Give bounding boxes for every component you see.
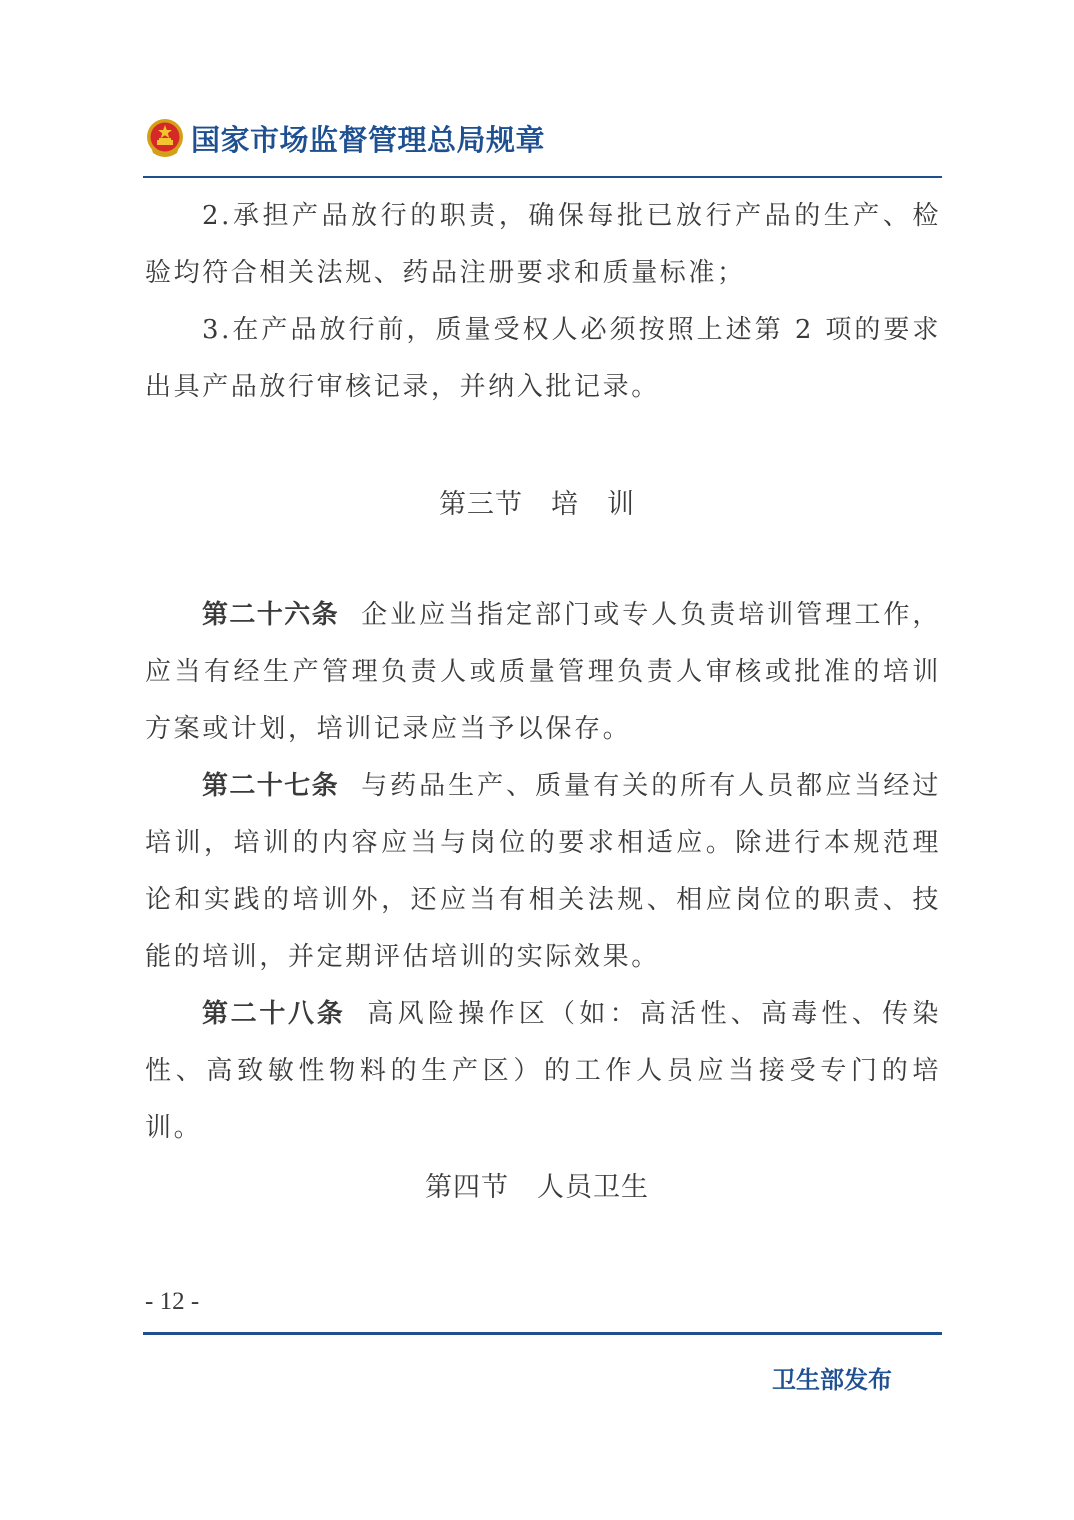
intro-item-2: 2.承担产品放行的职责，确保每批已放行产品的生产、检验均符合相关法规、药品注册要求和质量标准； <box>145 201 941 288</box>
page-number: - 12 - <box>145 1288 200 1315</box>
article-number: 第二十七条 <box>202 771 340 801</box>
article-text: 与药品生产、质量有关的所有人员都应当经过培训，培训的内容应当与岗位的要求相适应。除进行本规范理论和实践的培训外，还应当有相关法规、相应岗位的职责、技能的培训，并定期评估培训的实际效果。 <box>145 771 941 972</box>
article-27 <box>145 758 941 986</box>
header-title: 国家市场监督管理总局规章 <box>191 122 546 157</box>
page-header <box>145 112 545 164</box>
article-text: 高风险操作区（如：高活性、高毒性、传染性、高致敏性物料的生产区）的工作人员应当接受专门的培训。 <box>145 999 941 1143</box>
publisher-label: 卫生部发布 <box>772 1366 892 1394</box>
article-28 <box>145 986 941 1157</box>
article-26 <box>145 587 941 758</box>
intro-item-3: 3.在产品放行前，质量受权人必须按照上述第 2 项的要求出具产品放行审核记录，并纳入批记录。 <box>145 315 941 402</box>
section-title-personnel-hygiene: 第四节 人员卫生 <box>425 1172 649 1203</box>
article-number: 第二十六条 <box>202 600 340 630</box>
footer-divider <box>143 1332 942 1335</box>
header-divider <box>143 176 942 178</box>
article-text: 企业应当指定部门或专人负责培训管理工作，应当有经生产管理负责人或质量管理负责人审核或批准的培训方案或计划，培训记录应当予以保存。 <box>145 600 941 744</box>
article-number: 第二十八条 <box>202 999 346 1029</box>
national-emblem-icon <box>145 117 185 159</box>
section-title-training: 第三节 培 训 <box>439 489 635 520</box>
